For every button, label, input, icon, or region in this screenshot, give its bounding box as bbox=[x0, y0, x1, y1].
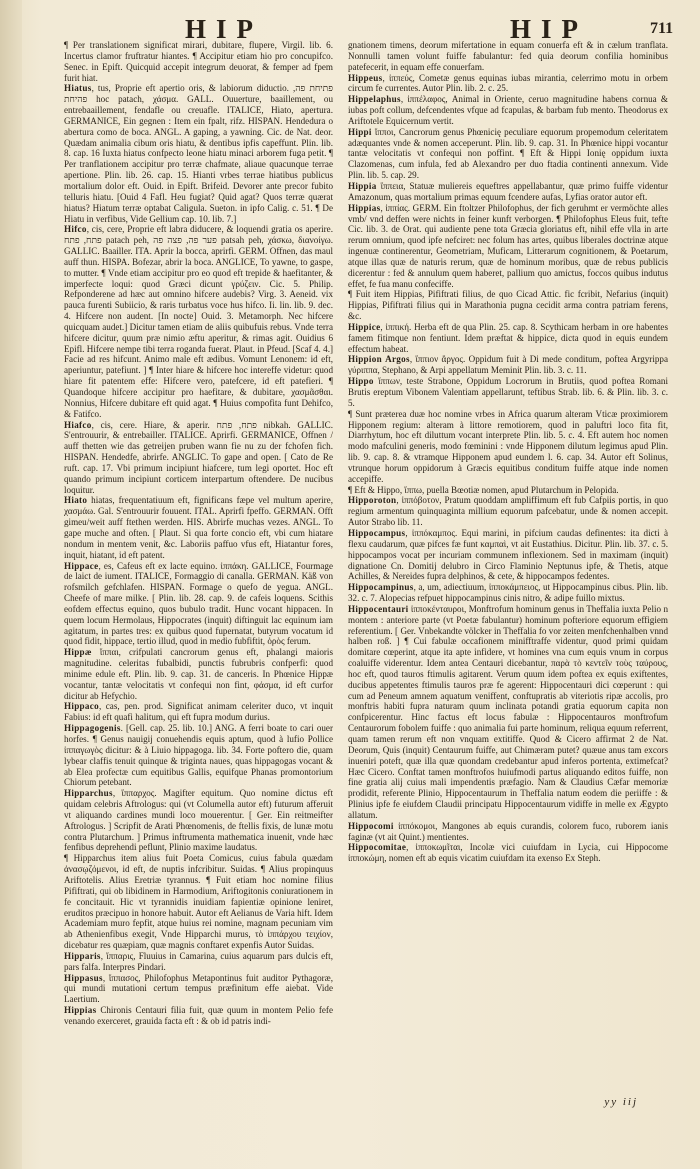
entry-text: ἵππαι, crifpulati cancrorum genus eft, phalangi maioris magnitudine. celeritas fubalbidi, punctis fubrubris confperfi: quod minime edule eft. Plin. lib. 9. cap. 31. de canceris. In Phœnice Hippæ vocantur, tantæ velocitatis vt confequi non fint, φάσμα, id eft curfor dicitur ab Hefychio. bbox=[64, 647, 333, 701]
entry-text: , ἵππαρις, Fluuius in Camarina, cuius aquarum pars dulcis eft, pars falfa. Interpres Pindari. bbox=[64, 950, 333, 972]
entry-text: hiatas, frequentatiuum eft, fignificans fæpe vel multum aperire, χασμάω. Gal. S'entrouurir fouuent. ITAL. Aprirfi fpeffo. GERMAN. Offt gimeu/weit auff ftethen werden. HIS. Abrirfe muchas vezes. ANGL. To gape muche and often. [ Plaut. Si qua forte concio eft, vbi cum hiatare nondum in mentem venit, &c. Laboriis paffuo vfus eft, Hiatantur fores, inquit, hiatant, id eft patent. bbox=[64, 495, 333, 560]
dictionary-entry bbox=[348, 842, 668, 864]
entry-text: , ἱππόβοτον, Pratum quoddam ampliffimum eft fub Cafpiis portis, in quo regium armentum quinquaginta millium equorum pafcebatur, unde & nomen accepit. Autor Strabo lib. 11. bbox=[348, 495, 668, 528]
dictionary-entry bbox=[348, 409, 668, 485]
entry-headword: Hippia bbox=[348, 180, 377, 191]
dictionary-entry bbox=[348, 40, 668, 73]
entry-headword: Hippion Argos bbox=[348, 354, 410, 365]
entry-text: , ἵππιον ἄργος. Oppidum fuit à Di mede conditum, poftea Argyrippa γύριππα, Stephano, & Arpi appellatum Meminit Plin. lib. 3. c. 11. bbox=[348, 354, 668, 376]
dictionary-entry bbox=[348, 289, 668, 322]
entry-headword: Hippocampus bbox=[348, 527, 406, 538]
dictionary-entry bbox=[348, 94, 668, 127]
page-number: 711 bbox=[650, 20, 674, 37]
dictionary-entry bbox=[64, 224, 333, 419]
entry-headword: Hipporoton bbox=[348, 495, 397, 506]
dictionary-entry bbox=[348, 376, 668, 409]
entry-headword: Hifco bbox=[64, 224, 87, 235]
entry-headword: Hippocomi bbox=[348, 820, 394, 831]
dictionary-entry bbox=[64, 951, 333, 973]
dictionary-entry bbox=[348, 322, 668, 355]
entry-headword: Hippice bbox=[348, 321, 381, 332]
entry-headword: Hippeus bbox=[348, 72, 383, 83]
entry-text: , cis, cere. Hiare, & aperir. פתח, פתח nibkah. GALLIC. S'entrouurir, & entrebailler. ITALICE. Aprirfi. GERMANICE, Offnen / auff thetten wie das getreijen pruben wann fie nu zu der fchofen fich. HISPAN. Hendedfe, abrirfe. ANGLIC. To gape and open. [ Cato de Re ruft. cap. 17. Vbi primum incipiunt hiafcere, tum legi oportet. Hoc eft quando primum incipiunt corticem interpartum oftendere. De nucibus loquitur. bbox=[64, 419, 333, 495]
entry-text: ¶ Eft & Hippo, ἵππω, puella Bœotiæ nomen, apud Plutarchum in Pelopida. bbox=[348, 484, 619, 495]
dictionary-entry bbox=[64, 83, 333, 224]
entry-text: , tus, Proprie eft apertio oris, & labiorum diductio. פתיחת פה, פהיחת hoc patach, χάσμα. GALL. Ouuerture, baaillement, ou entrebaaillement, fendafle ou creuafle. ITALICE, Hiato, apertura. GERMANICE, Ein gegnen : Item ein fpalt, rifz. HISPAN. Hendedura o abertura como de boca. ANGL. A gaping, a yawning. Cic. de Nat. deor. Quædam animalia cibum oris hiatu, & dentibus ipfis capeffunt. Plin. lib. 8. cap. 16 Iuxta hiatus confpecto leone hiatu minaci arborem fuga petit. ¶ Per tranflationem accipitur pro terræ chafmate, aliaue quacunque terrae apertione. Plin. lib. 26. cap. 15. Hianti vrbes terrae hiatibus publicus mortalium dolor eft. Ouid. in Epift. Brifeid. Devorer ante precor fubito telluris hiatu. [Ouid 4 Fafl. Heu fugiat? Quid agat? Quos terræ quærat hiatus? Hiatum terræ optabat Caligula. Sueton. in ipfo Calig. c. 51. ¶ De Hiatu in verfibus, Vide Gellium cap. 10. lib. 7.] bbox=[64, 83, 333, 224]
entry-text: , ἱππεύς, Cometæ genus equinas iubas mirantia, celerrimo motu in orbem circum fe currentes. Autor Plin. lib. 2. c. 25. bbox=[348, 72, 668, 94]
entry-headword: Hippias bbox=[64, 1005, 97, 1016]
page-footer bbox=[348, 1088, 668, 1118]
entry-headword: Hippagogenis bbox=[64, 723, 121, 734]
entry-headword: Hippocentauri bbox=[348, 603, 409, 614]
dictionary-entry bbox=[64, 40, 333, 83]
entry-headword: Hipparchus bbox=[64, 788, 113, 799]
entry-headword: Hippæ bbox=[64, 647, 92, 658]
dictionary-entry bbox=[348, 495, 668, 528]
dictionary-entry bbox=[64, 723, 333, 788]
entry-text: ἵπποι, Cancrorum genus Phœnicię peculiare equorum propemodum celeritatem adæquantes vnde & nomen acceperunt. Plin. lib. 9. cap. 31. In Phœnice hippi vocantur tantæ velocitatis vt confequi non poffint. ¶ Eft & Hippi Ionię oppidum iuxta Clazomenas, cum infula, fed ab Alexandro per duo ftadia continenti annexum. Vide Plin. lib. 5. cap. 29. bbox=[348, 126, 668, 181]
signature-mark: yy iij bbox=[604, 1096, 638, 1108]
dictionary-entry bbox=[64, 853, 333, 951]
entry-text: , ἱππική. Herba eft de qua Plin. 25. cap. 8. Scythicam herbam in ore habentes famem fitimque non fentiunt. Idem præftat & hippice, dicta quod in equis eundem effectum habeat. bbox=[348, 321, 668, 354]
dictionary-entry bbox=[348, 203, 668, 290]
dictionary-entry bbox=[64, 647, 333, 701]
dictionary-entry bbox=[64, 701, 333, 723]
entry-text: , a, um, adiectiuum, ἱπποκάμπειος, ut Hippocampinus cibus. Plin. lib. 32. c. 7. Alopecias refpuet hippocampinus cinis nitro, & adipe fuillo mixtus. bbox=[348, 582, 668, 604]
entry-headword: Hiato bbox=[64, 495, 88, 506]
dictionary-entry bbox=[348, 821, 668, 843]
entry-text: , ἵππασος, Philofophus Metapontinus fuit auditor Pythagoræ, qui mundi mutationi certum tempus præfinitum effe aiebat. Vide Laertium. bbox=[64, 972, 333, 1005]
entry-text: ἵππεια, Statuæ muliereis equeftres appellabantur, quæ primo fuiffe videntur Amazonum, quas mortalium primas equum fcendere aufas, Lyfias orator autor eft. bbox=[348, 180, 668, 202]
entry-text: ἱπποκένταυροι, Monftrofum hominum genus in Theffalia iuxta Pelio n montem : anteriore parte (vt Poetæ fabulantur) hominum pofteriore equorum effigiem referentium. [ Ger. Vnbekandte völcker in Theffalia fo vor zeiten menfchenhalben vnnd halben roß. ] ¶ Cui fabulæ occafionem minifftraffe videntur, quod primi quidam domitare cœperint, atque ita apte infidere, vt homines vna cum equis vnum in corpus coaluiffe viderentur. Idem antea Centauri dicebantur, παρὰ τὸ κεντεῖν τοὺς ταύρους, hoc eft, quod tauros ftimulis agitarent. Verum quum idem poftea ex equis exiftentes, ducibus appetentes ftimulis tauros præ fe agerent: Hippocentauri dici cœperunt : qui cum ad Peneum amnem aquatum veniffent, conftupratis ab viteriotis ripæ accolis, pro monftris habiti fupra naturam quum inclinata potandi gratia equorum capita non confpicerentur. Hinc factus eft locus fabulæ : Hippocentauros monftrofum Centaurorum fobolem fuiffe : quo animalia fui parte hominum, reliqua equum referrent, quam tamen rerum eft non vnquam extitiffe. Quod & Cicero affirmat 2 de Nat. Deorum, Quis (inquit) Centaurum fuiffe, aut Chimæram putet? quæue anus tam excors inueniri poteft, quæ illa quæ quondam credebantur apud inferos portenta, extimefcat? Hæc Cicero. Conftat tamen monftrofos huiufmodi partus aliquando editos fuiffe, non fine gratia alij cuius mali impendentis præfagio. Nam & Claudius Cæfar memoriæ prodidit, referente Plinio, Hippocentaurum in Theffalia natum eodem die periiffe : & Plinius ipfe fe eiufdem Claudii principatu Hippocentaurum vidiffe in melle ex Ægypto allatum. bbox=[348, 603, 668, 820]
entry-headword: Hippo bbox=[348, 376, 374, 387]
entry-text: , ἱππέλαφος, Animal in Oriente, ceruo magnitudine habens cornua & iubas poft collum, defcendentes vfque ad fcapulas, & barbam fub mento. Theodorus ex Ariftotele Equicernum vertit. bbox=[348, 94, 668, 126]
entry-text: ἱππόκομοι, Mangones ab equis curandis, colorem fuco, ruborem ianis faginæ (vt ait Quint.) mentientes. bbox=[348, 820, 668, 842]
entry-text: gnationem timens, deorum mifertatione in equam conuerfa eft & in cælum tranflata. Nonnulli tamen volunt fuiffe fabulantur: fed quia deorum confilia hominibus patefecerit, in equam effe conuerfam. bbox=[348, 40, 668, 72]
dictionary-entry bbox=[348, 485, 668, 496]
dictionary-entry bbox=[348, 181, 668, 203]
dictionary-entry bbox=[348, 354, 668, 376]
entry-text: . [Gell. cap. 25. lib. 10.] ANG. A ferri boate to cari ouer horfes. ¶ Genus nauigij conuehendis equis aptum, quod à lufio Pollice ἱππαγωγὸς dicitur: & à Liuio hippagoga. lib. 34. Forte poftero die, quam lybear claffis tenuit quinque & triginta naues, quas hippagogas vocant & ab Elea profectæ cum equitibus Gallis, equifque Phanas promontorium Chiorum petebant. bbox=[64, 723, 333, 788]
dictionary-entry bbox=[64, 1005, 333, 1027]
dictionary-entry bbox=[64, 495, 333, 560]
entry-headword: Hippias bbox=[348, 202, 381, 213]
entry-headword: Hipparis bbox=[64, 950, 101, 961]
entry-text: , ἱππόκαμπος. Equi marini, in pifcium caudas definentes: ita dicti à flexu caudarum, quæ pifces fæ funt καμπαὶ, vt ait Eustathius. Dicitur. Plin. lib. 37. c. 5. hippocampos vocat per incuriam communem inflexionem. Sed in maximam (inquit) dignatione Cn. Domitij delubro in Circo Flaminio Neptunus ipfe, & Thetis, atque Achilles, & Nereides fupra delphinos, & cete, & hippocampos fedentes. bbox=[348, 527, 668, 582]
running-head-right: HIP bbox=[510, 14, 589, 44]
entry-text: , cis, cere, Proprie eft labra diducere, & loquendi gratia os aperire. פתח, פתח patach peh, פער פה, פצה פה patsah peh, χάσκω, διανοίγω. GALLIC. Baailler. ITA. Aprir la bocca, aprirfi. GERM. Offnen, das maul auff thun. HISPA. Bofezar, abrir la boca. ANGLICE, To yawne, to gaspe, to mutter. ¶ Vnde etiam accipitur pro eo quod eft trepide & haefitanter, & imperfecte loqui: quod Græci dicunt γρύζειν. Cic. 5. Philip. Refponderene ad hæc aut omnino hifcere audebis? Virg. 3. Aeneid. vix pauca furenti Subiicio, & raris turbatus voce hus hifco. Ii. lin. lib. 9. dec. 4. Hifcere non audent. [In nocte] Ouid. 3. Metamorph. Nec hifcere quicquam audet.] Dicitur tamen etiam de aliis quibufuis rebus. Vnde terra hifcere dicitur, quum præ nimio æftu aperitur, & rimas agit. Ouidius 6 Epifl. Hifcere nempe tibi terra roganda fuerat. Plaut. in Pfeud. [Scaf 4. 4.] Facie ad res hifcunt. Animo male eft ædibus. Vomunt Lenonem: id eft, aperiuntur, patefiunt. ] ¶ Inter hiare & hifcere hoc intereffe videtur: quod hiare fit patentem effe: Hifcere vero, patefcere, id eft patefieri. ¶ Quandoque hifcere accipitur pro haefitare, & dubitare, χασμᾶσθαι. Nonnius, Hifcere dubitare eft quid agat. ¶ Huius compofita funt Dehifco, & Fatifco. bbox=[64, 224, 333, 419]
entry-text: , cas, pen. prod. Significat animam celeriter duco, vt inquit Fabius: id eft quafi halitum, qui eft fupra modum durius. bbox=[64, 701, 333, 723]
page-gutter-shadow bbox=[0, 0, 22, 1169]
entry-headword: Hippace bbox=[64, 560, 99, 571]
entry-text: ¶ Per translationem significat mirari, dubitare, flupere, Virgil. lib. 6. Incertus clamor fruftratur hiantes. ¶ Accipitur etiam hio pro concupifco. Senec. in Epift. Quicquid accepit integrum deuorat, & femper ad fpem furit hiat. bbox=[64, 40, 333, 83]
dictionary-entry bbox=[348, 604, 668, 821]
left-text-column bbox=[64, 40, 333, 1080]
entry-text: Chironis Centauri filia fuit, quæ quum in montem Pelio fefe venando exerceret, grauida facta eft : & ob id patris indi- bbox=[64, 1005, 333, 1026]
entry-text: , ἱπποκωμῖται, Incolæ vici cuiufdam in Lycia, cui Hippocome ἱπποκώμη, nomen eft ab equis vicatim cuiufdam ita exenso Ex Steph. bbox=[348, 842, 668, 864]
right-text-column bbox=[348, 40, 668, 1080]
dictionary-entry bbox=[64, 420, 333, 496]
dictionary-entry bbox=[348, 73, 668, 95]
dictionary-entry bbox=[64, 973, 333, 1006]
entry-headword: Hippelaphus bbox=[348, 94, 401, 105]
dictionary-entry bbox=[348, 582, 668, 604]
running-head-left: HIP bbox=[185, 14, 264, 44]
entry-text: ¶ Hipparchus item alius fuit Poeta Comicus, cuius fabula quædam ἀνασῳζόμενοι, id eft, de nuptis infcribitur. Suidas. ¶ Alius propinquus Ariftotelis. Alius Eretriæ tyrannus. ¶ Fuit etiam hoc nomine filius Pififtrati, qui ob libidinem in Harmodium, Ariftogitonis coniurationem in fe concitauit. Hic vt tyrannidis inuidiam fapientiæ opinione leniret, eruditos præcipuo in honore habuit. Autor eft Aelianus de Varia hift. Idem Academiam muro fepfit, atque huius rei nomine, magnam pecuniam vim ab Athenienfibus exegit, Vnde Hipparchi murus, τὸ ἱππάρχου τειχίον, dicebatur res quæpiam, quæ magnis conftaret expenfis Autor Suidas. bbox=[64, 853, 333, 951]
entry-text: ¶ Sunt præterea duæ hoc nomine vrbes in Africa quarum alteram Vticæ proximiorem Hipponem regium: alteram à littore remotiorem, quod in paluftri loco fita fit, Diarrhytum, hoc eft diluttum vocant interprete Plin. lib. 5. c. 4. Eft autem hoc nomen modo mafculini generis, modo fœminini : vnde Hipponem dilutum legimus apud Plin. lib. 9. cap. 8. & vtramque Hipponem apud eundem l. 6. cap. 34. Autor eft Solinus, vtrunque horum oppidorum à Græcis equitibus conditum fuiffe atque inde nomen accepiffe. bbox=[348, 408, 668, 484]
entry-text: , ἵππαρχος. Magifter equitum. Quo nomine dictus eft quidam celebris Aftrologus: qui (vt Columella autor eft) futurum afferuit vt aliquando cardines mundi loco mouerentur. [ Ger. Ein reitmeifter Aftrologus. ] Scripfit de Arati Phœnomenis, de ftellis fixis, de lunæ motu contra Plutarchum. ] Primus inftrumenta mathematica inuenit, vnde hæc fenfibus deprehendi peflunt, Plinio maxime laudatus. bbox=[64, 788, 333, 853]
entry-text: ¶ Fuit item Hippias, Pififtrati filius, de quo Cicad Attic. fic fcribit, Nefarius (inquit) Hippias, Pififtrati filius qui in Marathonia pugna cecidit arma contra patriam ferens, &c. bbox=[348, 289, 668, 322]
entry-headword: Hippocomitae bbox=[348, 842, 407, 853]
entry-headword: Hippasus bbox=[64, 972, 103, 983]
entry-headword: Hippi bbox=[348, 126, 372, 137]
entry-headword: Hippaco bbox=[64, 701, 99, 712]
entry-text: ἵππων, teste Strabone, Oppidum Locrorum in Brutiis, quod poftea Romani Brutis ereptum Vibonem Valentiam appellarunt, teftibus Strab. lib. 6. & Plin. lib. 3. c. 5. bbox=[348, 376, 668, 408]
entry-text: , es, Cafeus eft ex lacte equino. ἱππάκη. GALLICE, Fourmage de laict de iument. ITALICE, Formaggio di canalla. GERMAN. Käß von rofsmilch gefchlafen. HISPAN. Formage o quefo de yegua. ANGL. Cheefe of mare milke. [ Plin. lib. 28. cap. 9. de cafeis loquens. Scithis eofdem effectus equino, quos bubulo tradit. Hunc vocant hippacen. In quem locum Hermolaus, Hippocrates (inquit) diftinguit lac equinum iam agitatum, in partes tres: ex quibus quod fupernatat, butyrum vocatum id quod fidit, hippace, tertio illud, quod in medio fubfiftit, ὀρὸς ferum. bbox=[64, 560, 333, 647]
dictionary-entry bbox=[64, 561, 333, 648]
entry-headword: Hiafco bbox=[64, 419, 92, 430]
dictionary-entry bbox=[348, 127, 668, 181]
dictionary-entry bbox=[348, 528, 668, 582]
dictionary-entry bbox=[64, 788, 333, 853]
entry-headword: Hippocampinus bbox=[348, 582, 414, 593]
entry-text: , ἱππίας. GERM. Ein ftoltzer Philofophus, der fich geruhmt er vermöchte alles vmb/ vnd deffen were nichts in feiner kunft verborgen. ¶ Philofophus Eleus fuit, tefte Cic. lib. 3. de Orat. qui audiente pene tota Græcia gloriatus eft, nihil effe vlla in arte rerum omnium, quod ipfe nefciret: nec folum has artes, quibus liberales doctrinæ atque ingenuæ continerentur, Geometriam, Muficam, Litterarum cognitionem, & Poetarum, atque illas quæ de naturis rerum, quæ de hominum moribus, quæ de rebus publicis dicerentur : fed & annulum quem haberet, pallium quo amictus, foccos quibus indutus effet, fe fua manu confeciffe. bbox=[348, 202, 668, 289]
entry-headword: Hiatus bbox=[64, 83, 92, 94]
